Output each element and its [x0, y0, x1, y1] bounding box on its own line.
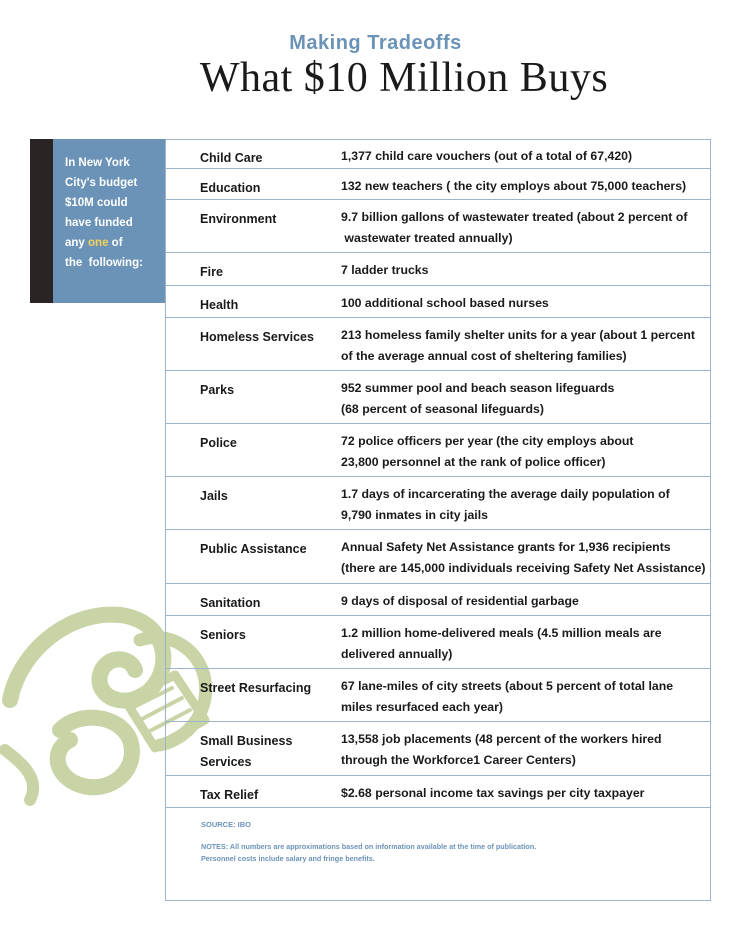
sidebar-line: City's budget — [65, 177, 138, 189]
row-description: 1,377 child care vouchers (out of a total of 67,420) — [341, 149, 633, 163]
sidebar-line: In New York — [65, 157, 130, 169]
row-category: Police — [200, 436, 237, 450]
sidebar-line: have funded — [65, 217, 133, 229]
row-description: 7 ladder trucks — [341, 263, 429, 277]
sidebar-text: of — [108, 237, 123, 249]
source-note: SOURCE: IBO — [201, 820, 252, 829]
row-description: 13,558 job placements (48 percent of the workers hired through the Workforce1 Career Centers) — [341, 732, 662, 767]
table-row — [165, 616, 711, 669]
table-row — [165, 318, 711, 371]
table-row — [165, 669, 711, 722]
row-description: 9 days of disposal of residential garbage — [341, 594, 579, 608]
row-description: $2.68 personal income tax savings per city taxpayer — [341, 786, 645, 800]
table-row — [165, 200, 711, 253]
row-category: Small Business Services — [200, 734, 293, 769]
row-category: Public Assistance — [200, 542, 307, 556]
row-description: 213 homeless family shelter units for a year (about 1 percent of the average annual cost of sheltering families) — [341, 328, 696, 363]
notes-line: Personnel costs include salary and fringe benefits. — [201, 854, 375, 863]
sidebar-text: any — [65, 237, 89, 249]
notes — [201, 841, 701, 865]
page-title: What $10 Million Buys — [199, 55, 609, 101]
row-category: Child Care — [200, 151, 263, 165]
row-category: Education — [200, 181, 261, 195]
table-row — [165, 169, 711, 200]
row-description: 67 lane-miles of city streets (about 5 percent of total lane miles resurfaced each year) — [341, 679, 674, 714]
table-row — [165, 424, 711, 477]
row-category: Homeless Services — [200, 330, 314, 344]
table-row — [165, 139, 711, 169]
row-description: 1.2 million home-delivered meals (4.5 million meals are delivered annually) — [341, 626, 662, 661]
section-kicker: Making Tradeoffs — [289, 32, 462, 54]
row-category: Fire — [200, 265, 223, 279]
row-description: 132 new teachers ( the city employs about 75,000 teachers) — [341, 179, 687, 193]
table-row — [165, 530, 711, 584]
sidebar-line: $10M could — [65, 197, 128, 209]
row-category: Environment — [200, 212, 277, 226]
row-description: 952 summer pool and beach season lifeguards (68 percent of seasonal lifeguards) — [341, 381, 615, 416]
table-row — [165, 722, 711, 776]
row-description: 1.7 days of incarcerating the average daily population of 9,790 inmates in city jails — [341, 487, 670, 522]
sidebar-intro-text — [65, 153, 160, 273]
table-row — [165, 253, 711, 286]
row-description: 100 additional school based nurses — [341, 296, 549, 310]
table-row — [165, 286, 711, 318]
table-row — [165, 776, 711, 808]
row-description: Annual Safety Net Assistance grants for 1,936 recipients (there are 145,000 individuals receiving Safety Net Assistance) — [341, 540, 706, 575]
row-description: 72 police officers per year (the city employs about 23,800 personnel at the rank of police officer) — [341, 434, 634, 469]
sidebar-dark-bar — [30, 139, 53, 303]
row-category: Tax Relief — [200, 788, 259, 802]
row-category: Street Resurfacing — [200, 681, 312, 695]
sidebar-highlight: one — [88, 237, 109, 249]
row-description: 9.7 billion gallons of wastewater treated (about 2 percent of wastewater treated annually) — [341, 210, 688, 245]
table-row — [165, 477, 711, 530]
row-category: Seniors — [200, 628, 246, 642]
row-category: Jails — [200, 489, 228, 503]
table-row — [165, 584, 711, 616]
notes-line: NOTES: All numbers are approximations based on information available at the time of publication. — [201, 842, 537, 851]
sidebar-line: the following: — [65, 257, 143, 269]
table-row — [165, 371, 711, 424]
sidebar-line — [65, 233, 160, 253]
row-category: Parks — [200, 383, 235, 397]
row-category: Health — [200, 298, 239, 312]
row-category: Sanitation — [200, 596, 261, 610]
